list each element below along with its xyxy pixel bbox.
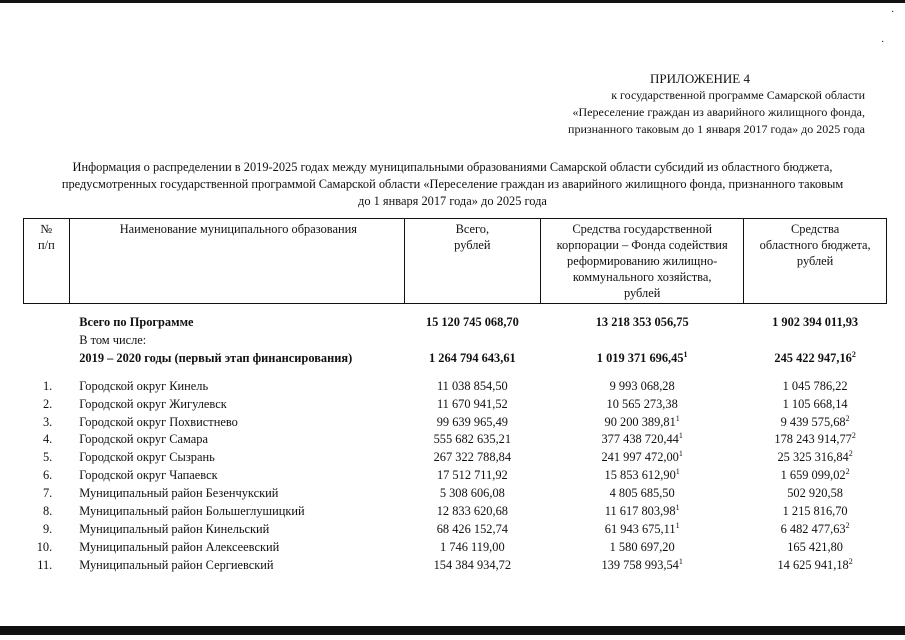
municipality-name: Городской округ Чапаевск <box>79 468 218 483</box>
municipality-name: Муниципальный район Сергиевский <box>79 557 274 572</box>
regional-value: 1 215 816,70 <box>782 504 848 519</box>
total-value: 11 670 941,52 <box>436 396 508 411</box>
table-header <box>24 219 887 304</box>
row-number: 4. <box>42 432 53 447</box>
table-row <box>24 539 887 557</box>
table-row <box>24 378 887 396</box>
footnote-mark: 1 <box>675 413 680 423</box>
stage-row: 2019 – 2020 годы (первый этап финансирования) 1 264 794 643,61 1 019 371 696,45$^1$ 245 422 947,16$^2$ <box>79 349 856 365</box>
row-number: 1. <box>42 378 53 393</box>
appendix-line: к государственной программе Самарской области <box>611 88 865 102</box>
info-line: предусмотренных государственной программой Самарской области «Переселение граждан из аварийного жилищного фонда, признанного таковым <box>61 177 844 191</box>
footnote-mark: 2 <box>851 431 856 441</box>
total-value: 11 038 854,50 <box>436 378 508 393</box>
municipality-name: Муниципальный район Кинельский <box>79 521 270 536</box>
municipality-name: Городской округ Кинель <box>79 378 209 393</box>
footnote-mark: 2 <box>845 520 850 530</box>
regional-value: 178 243 914,77$^2$ <box>774 431 856 447</box>
footnote-mark: 2 <box>845 467 850 477</box>
regional-value: 1 105 668,14 <box>782 396 848 411</box>
header-total: Всего, рублей <box>404 219 541 304</box>
row-number: 6. <box>42 468 53 483</box>
total-value: 5 308 606,08 <box>439 486 505 501</box>
table-row <box>24 449 887 467</box>
table-row <box>24 431 887 449</box>
bottom-border <box>0 626 905 635</box>
appendix-line: признанного таковым до 1 января 2017 года» до 2025 года <box>568 122 865 136</box>
row-number: 5. <box>42 450 53 465</box>
total-row: Всего по Программе 15 120 745 068,70 13 218 353 056,75 1 902 394 011,93 <box>79 315 859 329</box>
fund-value: 15 853 612,90$^1$ <box>604 467 680 483</box>
appendix-line: «Переселение граждан из аварийного жилищного фонда, <box>572 105 865 119</box>
regional-value: 14 625 941,18$^2$ <box>777 556 853 572</box>
total-value: 99 639 965,49 <box>436 414 508 429</box>
fund-value: 10 565 273,38 <box>606 396 678 411</box>
footnote-mark: 1 <box>678 556 683 566</box>
fund-value: 1 580 697,20 <box>609 539 675 554</box>
total-value: 68 426 152,74 <box>436 521 508 536</box>
regional-value: 6 482 477,63$^2$ <box>780 520 850 536</box>
municipality-name: Муниципальный район Безенчукский <box>79 486 279 501</box>
table-row <box>24 467 887 485</box>
total-value: 12 833 620,68 <box>436 504 508 519</box>
speck-mark: · <box>881 37 885 48</box>
footnote-mark: 1 <box>678 449 683 459</box>
regional-value: 1 045 786,22 <box>782 378 848 393</box>
municipality-name: Муниципальный район Алексеевский <box>79 539 280 554</box>
table-row <box>24 521 887 539</box>
fund-value: 61 943 675,11$^1$ <box>604 520 680 536</box>
header-num: № п/п <box>24 219 70 304</box>
regional-value: 502 920,58 <box>787 486 843 501</box>
table-row <box>24 485 887 503</box>
footnote-mark: 2 <box>848 449 853 459</box>
fund-value: 11 617 803,98$^1$ <box>604 502 680 519</box>
distribution-table <box>23 218 887 575</box>
municipality-name: Городской округ Самара <box>79 432 208 447</box>
total-value: 267 322 788,84 <box>433 450 512 465</box>
table-row <box>24 396 887 414</box>
footnote-mark: 2 <box>848 556 853 566</box>
fund-value: 241 997 472,00$^1$ <box>601 449 683 465</box>
regional-value: 165 421,80 <box>787 539 843 554</box>
row-number: 8. <box>42 504 53 519</box>
info-line: Информация о распределении в 2019-2025 годах между муниципальными образованиями Самарской области субсидий из областного бюджета, <box>72 160 833 174</box>
table-row <box>24 414 887 432</box>
fund-value: 139 758 993,54$^1$ <box>601 556 683 572</box>
row-number: 9. <box>42 521 53 536</box>
row-number: 3. <box>42 414 53 429</box>
regional-value: 9 439 575,68$^2$ <box>780 413 850 429</box>
header-regional: Средства областного бюджета, рублей <box>744 219 887 304</box>
total-value: 154 384 934,72 <box>433 557 512 572</box>
footnote-mark: 1 <box>675 502 680 512</box>
row-number: 11. <box>37 557 53 572</box>
info-line: до 1 января 2017 года» до 2025 года <box>358 194 547 208</box>
info-heading <box>20 159 885 210</box>
fund-value: 9 993 068,28 <box>609 378 675 393</box>
municipality-name: Муниципальный район Большеглушицкий <box>79 504 305 519</box>
regional-value: 1 659 099,02$^2$ <box>780 467 850 483</box>
footnote-mark: 1 <box>675 520 680 530</box>
row-number: 7. <box>42 486 53 501</box>
speck-mark: · <box>891 7 895 18</box>
including-row: В том числе: <box>79 332 147 347</box>
row-number: 2. <box>42 396 53 411</box>
total-value: 17 512 711,92 <box>436 468 508 483</box>
table-row <box>24 557 887 575</box>
fund-value: 377 438 720,44$^1$ <box>601 431 683 447</box>
regional-value: 25 325 316,84$^2$ <box>777 449 853 465</box>
footnote-mark: 1 <box>675 467 680 477</box>
municipality-name: Городской округ Похвистнево <box>79 414 238 429</box>
footnote-mark: 2 <box>845 413 850 423</box>
total-value: 555 682 635,21 <box>433 432 512 447</box>
municipality-name: Городской округ Жигулевск <box>79 396 227 411</box>
header-fund: Средства государственной корпорации – Фонда содействия реформированию жилищно- коммунального хозяйства, рублей <box>541 219 744 304</box>
municipality-rows <box>24 378 887 575</box>
top-border <box>0 0 905 3</box>
table-row <box>24 503 887 521</box>
header-name: Наименование муниципального образования <box>69 219 404 304</box>
appendix-block <box>568 70 865 138</box>
fund-value: 90 200 389,81$^1$ <box>604 413 680 429</box>
appendix-title: ПРИЛОЖЕНИЕ 4 <box>650 71 750 86</box>
footnote-mark: 1 <box>678 431 683 441</box>
municipality-name: Городской округ Сызрань <box>79 450 215 465</box>
total-value: 1 746 119,00 <box>440 539 505 554</box>
row-number: 10. <box>36 539 53 554</box>
fund-value: 4 805 685,50 <box>609 486 675 501</box>
